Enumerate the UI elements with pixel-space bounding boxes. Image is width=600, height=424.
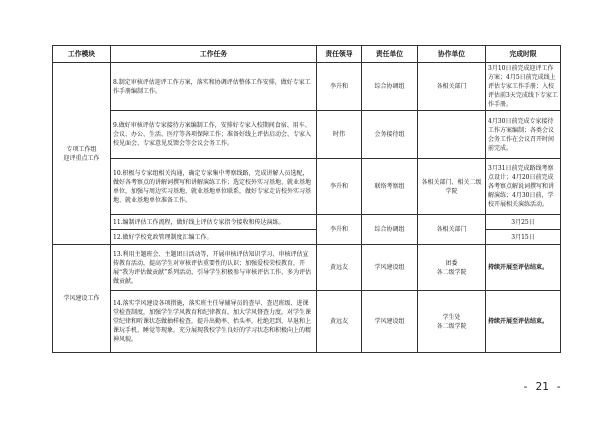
header-unit: 责任单位 — [362, 46, 418, 63]
table-row — [53, 111, 561, 159]
task-cell: 14.落实学风建设各项措施，落实班主任导辅导员的查早、查迟班级、进课堂检查制度，加强学生学风教育和纪律教育，加大学风督查力度，对学生课堂纪律和听课状态做抽样检查，提升出勤率、抬头率，杜绝迟到、早退和上课玩手机、睡觉等现象，充分展现我校学生良好的学习状态和积极向上的精神风貌。 — [111, 291, 317, 353]
leader-cell: 李升和 — [317, 159, 362, 215]
deadline-cell: 3月15日 — [486, 230, 561, 245]
partner-cell: 各相关部门 — [418, 215, 486, 245]
table-row — [53, 159, 561, 215]
module-cell: 专项工作组 迎评重点工作 — [53, 63, 111, 245]
partner-cell — [418, 111, 486, 159]
leader-cell: 李升和 — [317, 63, 362, 111]
unit-cell: 综合协调组 — [362, 63, 418, 111]
table-header-row — [53, 46, 561, 63]
deadline-cell: 4月30日前完成专家接待工作方案编制；各类会议会务工作在会议召开时间前完成。 — [486, 111, 561, 159]
partner-cell: 各相关部门、相关二级学院 — [418, 159, 486, 215]
work-plan-table — [52, 45, 561, 353]
leader-cell: 黄远友 — [317, 245, 362, 291]
deadline-cell: 持续开展至评估结束。 — [486, 291, 561, 353]
leader-cell: 黄远友 — [317, 291, 362, 353]
deadline-cell: 持续开展至评估结束。 — [486, 245, 561, 291]
unit-cell: 联络考察组 — [362, 159, 418, 215]
header-module: 工作模块 — [53, 46, 111, 63]
module-cell: 学风建设工作 — [53, 245, 111, 353]
task-cell: 10.积极与专家组相关沟通，确定专家集中考察线路，完成讲解人员选配，做好各考察点的讲解词撰写和讲解演练工作；选定校外实习基地、就业基地单位，加强与周边实习基地、就业基地单位联系，做好专家走访校外实习基地、就业基地单位准备工作。 — [111, 159, 317, 215]
partner-cell: 学生处 各二级学院 — [418, 291, 486, 353]
leader-cell: 时伟 — [317, 111, 362, 159]
table-row — [53, 245, 561, 291]
header-leader: 责任领导 — [317, 46, 362, 63]
task-cell: 8.制定审核评估迎评工作方案，落实和协调评估整体工作安排，做好专家工作手册编制工作。 — [111, 63, 317, 111]
partner-cell: 各相关部门 — [418, 63, 486, 111]
unit-cell: 综合协调组 — [362, 215, 418, 245]
deadline-cell: 3月10日前完成迎评工作方案；4月5日前完成线上评估专家工作手册；入校评估前3天完成线下专家工作手册。 — [486, 63, 561, 111]
header-deadline: 完成时限 — [486, 46, 561, 63]
partner-cell: 团委 各二级学院 — [418, 245, 486, 291]
unit-cell: 会务接待组 — [362, 111, 418, 159]
deadline-cell: 3月31日前完成路线考察点设计；4月20日前完成各考察点解说词撰写和讲解演练；4月30日前，学校开展相关演练活动。 — [486, 159, 561, 215]
task-cell: 11.编制评估工作流程，做好线上评估专家指令接收和传达演练。 — [111, 215, 317, 230]
table-row — [53, 291, 561, 353]
table-row — [53, 215, 561, 230]
page-number: - 21 - — [522, 380, 562, 393]
header-partner: 协作单位 — [418, 46, 486, 63]
table-row — [53, 63, 561, 111]
task-cell: 13.利用主题班会、主题团日活动等，开展审核评估知识学习、审核评估宣传教育活动，提高学生对审核评估重要性的认识；加强爱校荣校教育，开展“我为评估做贡献”系列活动，引导学生积极参与审核评估工作，多为评估做贡献。 — [111, 245, 317, 291]
leader-cell: 李升和 — [317, 215, 362, 245]
header-task: 工作任务 — [111, 46, 317, 63]
unit-cell: 学风建设组 — [362, 291, 418, 353]
task-cell: 9.做好审核评估专家接待方案编制工作，安排好专家入校期间食宿、用车、会议、办公、生活、医疗等各项保障工作；准备好线上评估启动会、专家入校见面会、专家意见反馈会等会议会务工作。 — [111, 111, 317, 159]
task-cell: 12.做好学校党政管理制度汇编工作。 — [111, 230, 317, 245]
deadline-cell: 3月25日 — [486, 215, 561, 230]
unit-cell: 学风建设组 — [362, 245, 418, 291]
